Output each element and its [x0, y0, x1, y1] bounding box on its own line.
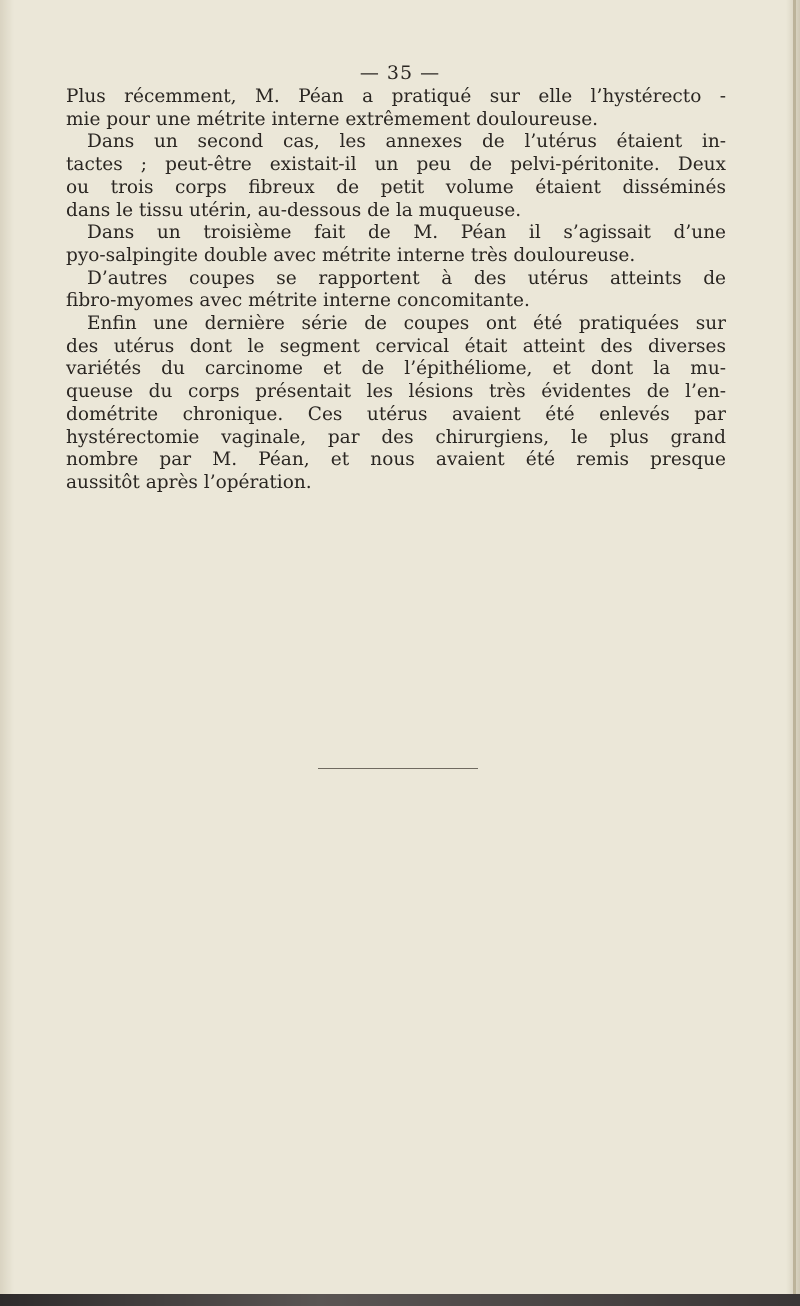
- page-number: — 35 —: [359, 62, 441, 84]
- body-text: [66, 86, 726, 495]
- text-line: Plus récemment, M. Péan a pratiqué sur elle l’hystérecto -: [66, 86, 726, 107]
- text-line: nombre par M. Péan, et nous avaient été remis presque: [66, 449, 726, 471]
- text-line: hystérectomie vaginale, par des chirurgiens, le plus grand: [66, 426, 726, 448]
- text-line: fibro-myomes avec métrite interne concomitante.: [66, 290, 530, 312]
- page-left-shadow: [0, 0, 14, 1306]
- text-line: pyo-salpingite double avec métrite interne très douloureuse.: [66, 244, 636, 266]
- text-line: mie pour une métrite interne extrêmement douloureuse.: [66, 108, 599, 130]
- text-line: Dans un second cas, les annexes de l’utérus étaient in-: [87, 131, 726, 153]
- text-line: dans le tissu utérin, au-dessous de la muqueuse.: [66, 199, 522, 221]
- text-line: variétés du carcinome et de l’épithéliome, et dont la mu-: [66, 358, 726, 380]
- text-line: dométrite chronique. Ces utérus avaient été enlevés par: [66, 403, 726, 425]
- text-line: queuse du corps présentait les lésions très évidentes de l’en-: [66, 381, 726, 403]
- text-line: Enfin une dernière série de coupes ont été pratiquées sur: [87, 313, 726, 335]
- end-divider: [318, 768, 478, 769]
- text-line: des utérus dont le segment cervical était atteint des diverses: [66, 335, 726, 357]
- text-line: ou trois corps fibreux de petit volume étaient disséminés: [66, 176, 726, 198]
- text-line: tactes ; peut-être existait-il un peu de pelvi-péritonite. Deux: [66, 154, 726, 176]
- text-line: D’autres coupes se rapportent à des utérus atteints de: [87, 267, 726, 289]
- text-line: aussitôt après l’opération.: [66, 471, 312, 493]
- text-line: Dans un troisième fait de M. Péan il s’agissait d’une: [87, 222, 726, 244]
- page-bottom-edge: [0, 1294, 800, 1306]
- page-edge-line: [793, 0, 796, 1306]
